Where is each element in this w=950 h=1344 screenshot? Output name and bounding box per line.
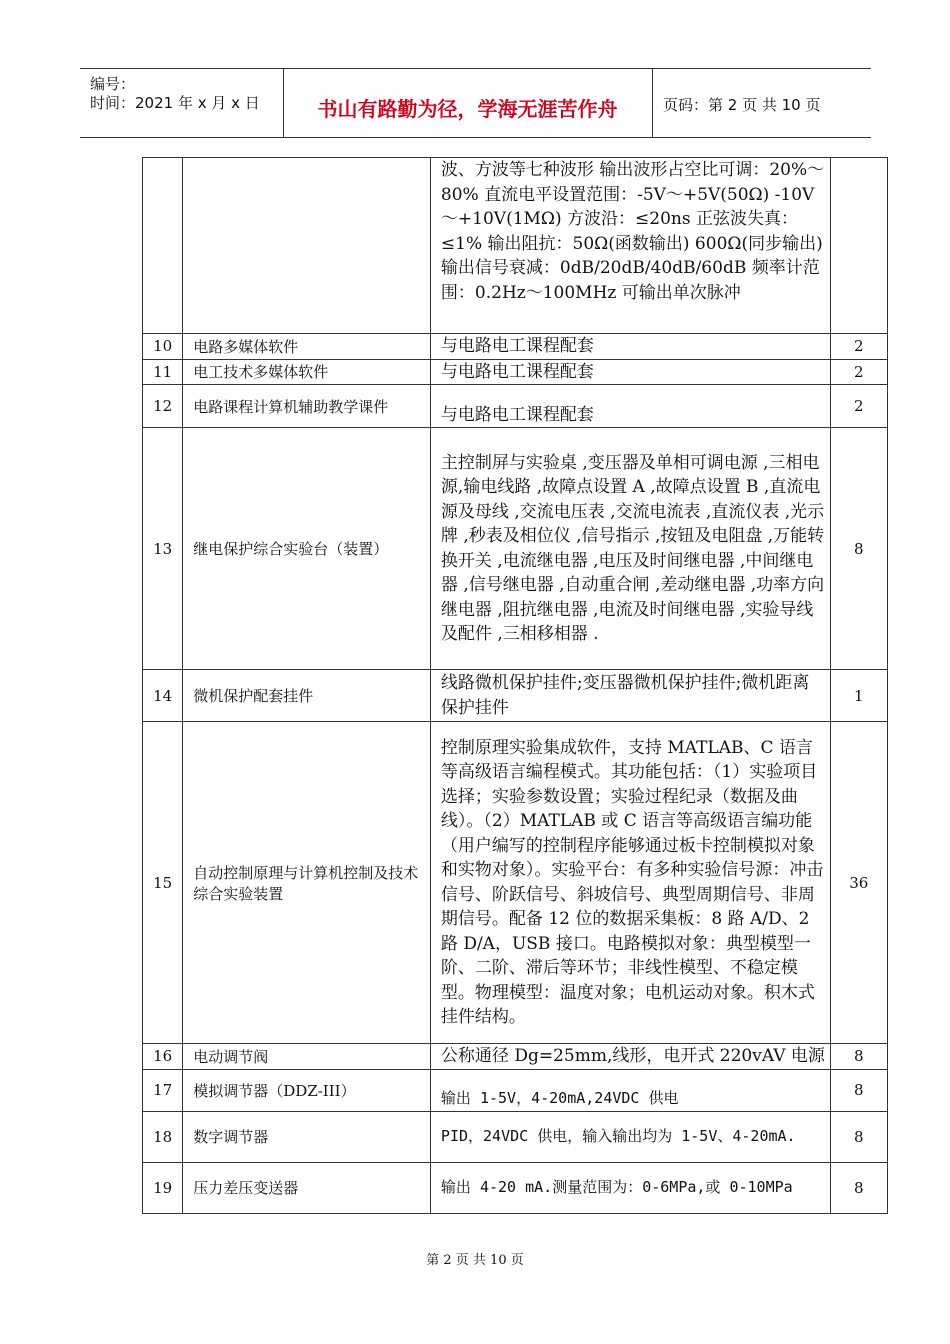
- item-quantity: 8: [830, 1069, 887, 1111]
- row-number: 11: [143, 359, 183, 385]
- item-spec: 输出 1-5V，4-20mA,24VDC 供电: [430, 1069, 830, 1111]
- item-name: 微机保护配套挂件: [183, 670, 431, 722]
- header-page-cell: [653, 69, 871, 137]
- table-row: [143, 1111, 888, 1162]
- date-line: 时间：2021 年 x 月 x 日: [90, 94, 260, 112]
- table-row: [143, 1069, 888, 1111]
- document-header: [80, 68, 871, 138]
- table-row: [143, 670, 888, 722]
- item-name: 电路多媒体软件: [183, 334, 431, 360]
- item-spec: 线路微机保护挂件;变压器微机保护挂件;微机距离保护挂件: [430, 670, 830, 722]
- row-number: [143, 158, 183, 334]
- item-quantity: 1: [830, 670, 887, 722]
- item-quantity: 8: [830, 1162, 887, 1213]
- item-spec: 主控制屏与实验桌 ,变压器及单相可调电源 ,三相电源,输电线路 ,故障点设置 A ,故障点设置 B ,直流电源及母线 ,交流电压表 ,交流电流表 ,直流仪表 ,光示牌 ,秒表及相位仪 ,信号指示 ,按钮及电阻盘 ,万能转换开关 ,电流继电器 ,电压及时间继电器 ,中间继电器 ,信号继电器 ,自动重合闸 ,差动继电器 ,功率方向继电器 ,阻抗继电器 ,电流及时间继电器 ,实验导线及配件 ,三相移相器 .: [430, 428, 830, 670]
- item-name: 压力差压变送器: [183, 1162, 431, 1213]
- item-name: 电工技术多媒体软件: [183, 359, 431, 385]
- item-name: 电动调节阀: [183, 1044, 431, 1070]
- item-quantity: 2: [830, 334, 887, 360]
- item-quantity: 36: [830, 722, 887, 1044]
- header-motto-cell: [283, 69, 653, 137]
- item-name: 电路课程计算机辅助教学课件: [183, 385, 431, 428]
- item-quantity: 2: [830, 359, 887, 385]
- table-row: [143, 722, 888, 1044]
- row-number: 12: [143, 385, 183, 428]
- row-number: 17: [143, 1069, 183, 1111]
- item-name: 继电保护综合实验台（装置）: [183, 428, 431, 670]
- item-quantity: 8: [830, 1044, 887, 1070]
- item-name: 自动控制原理与计算机控制及技术综合实验装置: [183, 722, 431, 1044]
- item-spec: 输出 4-20 mA.测量范围为：0-6MPa,或 0-10MPa: [430, 1162, 830, 1213]
- item-quantity: [830, 158, 887, 334]
- item-spec: PID，24VDC 供电，输入输出均为 1-5V、4-20mA.: [430, 1111, 830, 1162]
- item-name: 模拟调节器（DDZ-III）: [183, 1069, 431, 1111]
- table-row: [143, 1162, 888, 1213]
- item-spec: 控制原理实验集成软件，支持 MATLAB、C 语言等高级语言编程模式。其功能包括：（1）实验项目选择；实验参数设置；实验过程纪录（数据及曲线）。（2）MATLAB 或 C 语言等高级语言编功能（用户编写的控制程序能够通过板卡控制模拟对象和实物对象）。实验平台：有多种实验信号源：冲击信号、阶跃信号、斜坡信号、典型周期信号、非周期信号。配备 12 位的数据采集板：8 路 A/D、2 路 D/A，USB 接口。电路模拟对象：典型模型一阶、二阶、滞后等环节；非线性模型、不稳定模型。物理模型：温度对象；电机运动对象。积木式挂件结构。: [430, 722, 830, 1044]
- item-quantity: 2: [830, 385, 887, 428]
- table-row: [143, 428, 888, 670]
- number-label: 编号：: [90, 75, 136, 93]
- table-row: [143, 359, 888, 385]
- table-row: [143, 334, 888, 360]
- row-number: 18: [143, 1111, 183, 1162]
- item-name: 数字调节器: [183, 1111, 431, 1162]
- row-number: 16: [143, 1044, 183, 1070]
- item-spec: 与电路电工课程配套: [430, 359, 830, 385]
- row-number: 10: [143, 334, 183, 360]
- item-quantity: 8: [830, 1111, 887, 1162]
- item-spec: 波、方波等七种波形 输出波形占空比可调：20%～80% 直流电平设置范围：-5V～+5V(50Ω) -10V～+10V(1MΩ) 方波沿：≤20ns 正弦波失真：≤1% 输出阻抗：50Ω(函数输出) 600Ω(同步输出) 输出信号衰减：0dB/20dB/40dB/60dB 频率计范围：0.2Hz～100MHz 可输出单次脉冲: [430, 158, 830, 334]
- item-name: [183, 158, 431, 334]
- item-spec: 公称通径 Dg=25mm,线形，电开式 220vAV 电源: [430, 1044, 830, 1070]
- row-number: 19: [143, 1162, 183, 1213]
- table-row: [143, 1044, 888, 1070]
- header-info-cell: [80, 69, 284, 137]
- page-info: 页码：第 2 页 共 10 页: [663, 96, 821, 114]
- motto-text: 书山有路勤为径，学海无涯苦作舟: [317, 97, 618, 121]
- item-quantity: 8: [830, 428, 887, 670]
- item-spec: 与电路电工课程配套: [430, 385, 830, 428]
- table-row: [143, 158, 888, 334]
- page-footer: 第 2 页 共 10 页: [426, 1253, 524, 1268]
- row-number: 15: [143, 722, 183, 1044]
- table-row: [143, 385, 888, 428]
- row-number: 14: [143, 670, 183, 722]
- row-number: 13: [143, 428, 183, 670]
- item-spec: 与电路电工课程配套: [430, 334, 830, 360]
- equipment-table: [142, 157, 888, 1214]
